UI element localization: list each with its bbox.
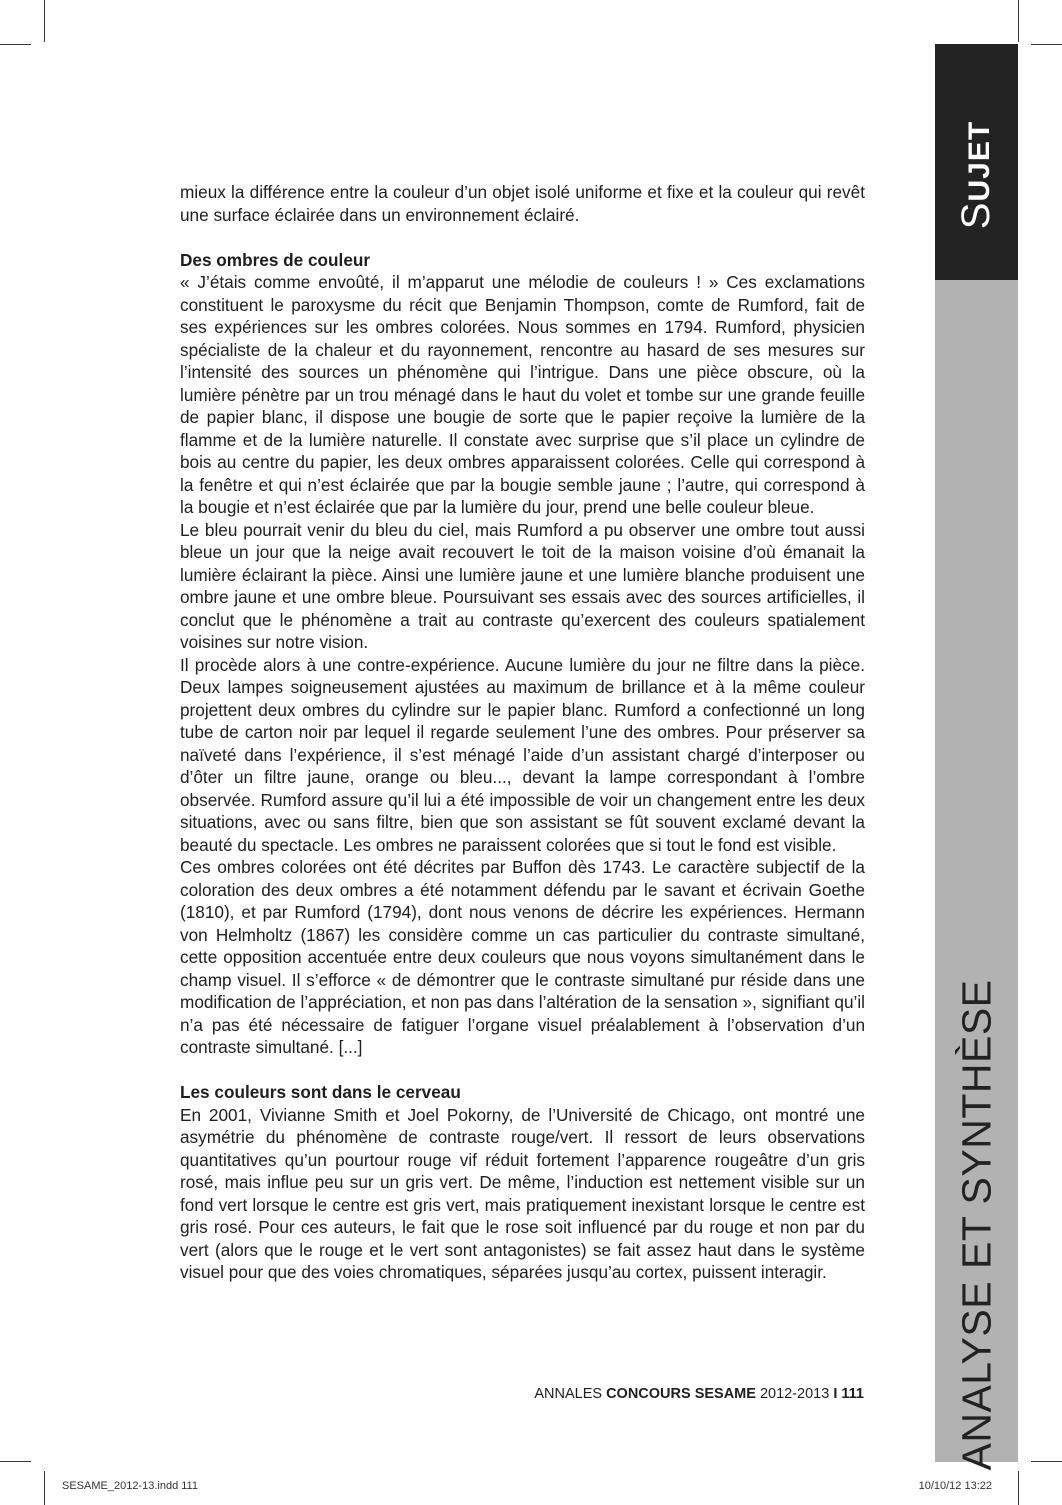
footer-brand: CONCOURS SESAME — [606, 1386, 756, 1402]
crop-mark — [1018, 1471, 1019, 1505]
section-heading-ombres: Des ombres de couleur — [180, 249, 371, 270]
sujet-rest: UJET — [963, 120, 996, 202]
crop-mark — [0, 44, 31, 45]
spacer — [180, 1059, 865, 1082]
crop-mark — [0, 1461, 31, 1462]
page-number: I 111 — [833, 1386, 864, 1402]
crop-mark — [1031, 1461, 1062, 1462]
section-heading-cerveau: Les couleurs sont dans le cerveau — [180, 1082, 461, 1102]
intro-paragraph: mieux la différence entre la couleur d’un objet isolé uniforme et fixe et la couleur qui revêt une surface éclairée dans un environnement éclairé. — [180, 182, 865, 225]
paragraph: Ces ombres colorées ont été décrites par Buffon dès 1743. Le caractère subjectif de la coloration des deux ombres a été notamment défendu par le savant et écrivain Goethe (1810), et par Rumford (1794), dont nous venons de décrire les expériences. Hermann von Helmholtz (1867) les considère comme un cas particulier du contraste simultané, cette opposition accentuée entre deux couleurs que nous voyons simultanément dans le champ visuel. Il s’efforce « de démontrer que le contraste simultané pur réside dans une modification de l’appréciation, et non pas dans l’altération de la sensation », signifiant qu’il n’a pas été nécessaire de fatiguer l’organe visuel préalablement à l’observation d’un contraste simultané. [...] — [180, 857, 865, 1057]
section-tab-label: ANALYSE ET SYNTHÈSE — [953, 979, 1000, 1471]
slug-filename: SESAME_2012-13.indd 111 — [62, 1480, 198, 1492]
sujet-initial: S — [954, 201, 998, 230]
crop-mark — [1018, 0, 1019, 42]
page-footer — [534, 1386, 864, 1402]
footer-prefix: ANNALES — [534, 1386, 607, 1402]
footer-years: 2012-2013 — [755, 1386, 834, 1402]
crop-mark — [44, 0, 45, 42]
article-body — [180, 181, 865, 1284]
slug-date: 10/10/12 13:22 — [918, 1480, 992, 1492]
paragraph: En 2001, Vivianne Smith et Joel Pokorny, de l’Université de Chicago, ont montré une asymétrie du phénomène de contraste rouge/vert. Il ressort de leurs observations quantitatives qu’un pourtour rouge vif réduit fortement l’apparence rougeâtre d’un gris rosé, mais influe peu sur un gris vert. De même, l’induction est nettement visible sur un fond vert lorsque le centre est gris vert, mais pratiquement inexistant lorsque le centre est gris rosé. Pour ces auteurs, le fait que le rose soit influencé par du rouge et non par du vert (alors que le rouge et le vert sont antagonistes) se fait assez haut dans le système visuel pour que des voies chromatiques, séparées jusqu’au cortex, puissent interagir. — [180, 1104, 865, 1282]
spacer — [180, 226, 865, 249]
crop-mark — [44, 1471, 45, 1505]
sujet-tab-label — [956, 121, 996, 229]
paragraph: Le bleu pourrait venir du bleu du ciel, mais Rumford a pu observer une ombre tout aussi bleue un jour que la neige avait recouvert le toit de la maison voisine d’où émanait la lumière éclairant la pièce. Ainsi une lumière jaune et une lumière blanche produisent une ombre jaune et une ombre bleue. Poursuivant ses essais avec des sources artificielles, il conclut que le phénomène a trait au contraste qu’exercent des couleurs spatialement voisines sur notre vision. — [180, 519, 865, 652]
paragraph: « J’étais comme envoûté, il m’apparut une mélodie de couleurs ! » Ces exclamations constituent le paroxysme du récit que Benjamin Thompson, comte de Rumford, fait de ses expériences sur les ombres colorées. Nous sommes en 1794. Rumford, physicien spécialiste de la chaleur et du rayonnement, rencontre au hasard de ses mesures sur l’intensité des sources un phénomène qui l’intrigue. Dans une pièce obscure, où la lumière pénètre par un trou ménagé dans le haut du volet et tombe sur une grande feuille de papier blanc, il dispose une bougie de sorte que le papier reçoive la lumière de la flamme et de la lumière naturelle. Il constate avec surprise que s’il place un cylindre de bois au centre du papier, les deux ombres apparaissent colorées. Celle qui correspond à la fenêtre et qui n’est éclairée que par la bougie semble jaune ; l’autre, qui correspond à la bougie et n’est éclairée que par la lumière du jour, prend une belle couleur bleue. — [180, 272, 865, 517]
crop-mark — [1031, 44, 1062, 45]
paragraph: Il procède alors à une contre-expérience. Aucune lumière du jour ne filtre dans la pièce. Deux lampes soigneusement ajustées au maximum de brillance et à la même couleur projettent deux ombres du cylindre sur le papier blanc. Rumford a confectionné un long tube de carton noir par lequel il regarde seulement l’une des ombres. Pour préserver sa naïveté dans l’expérience, il s’est ménagé l’aide d’un assistant chargé d’interposer ou d’ôter un filtre jaune, orange ou bleu..., devant la lampe correspondant à l’ombre observée. Rumford assure qu’il lui a été impossible de voir un changement entre les deux situations, avec ou sans filtre, bien que son assistant se fût souvent exclamé devant la beauté du spectacle. Les ombres ne paraissent colorées que si tout le fond est visible. — [180, 654, 865, 855]
